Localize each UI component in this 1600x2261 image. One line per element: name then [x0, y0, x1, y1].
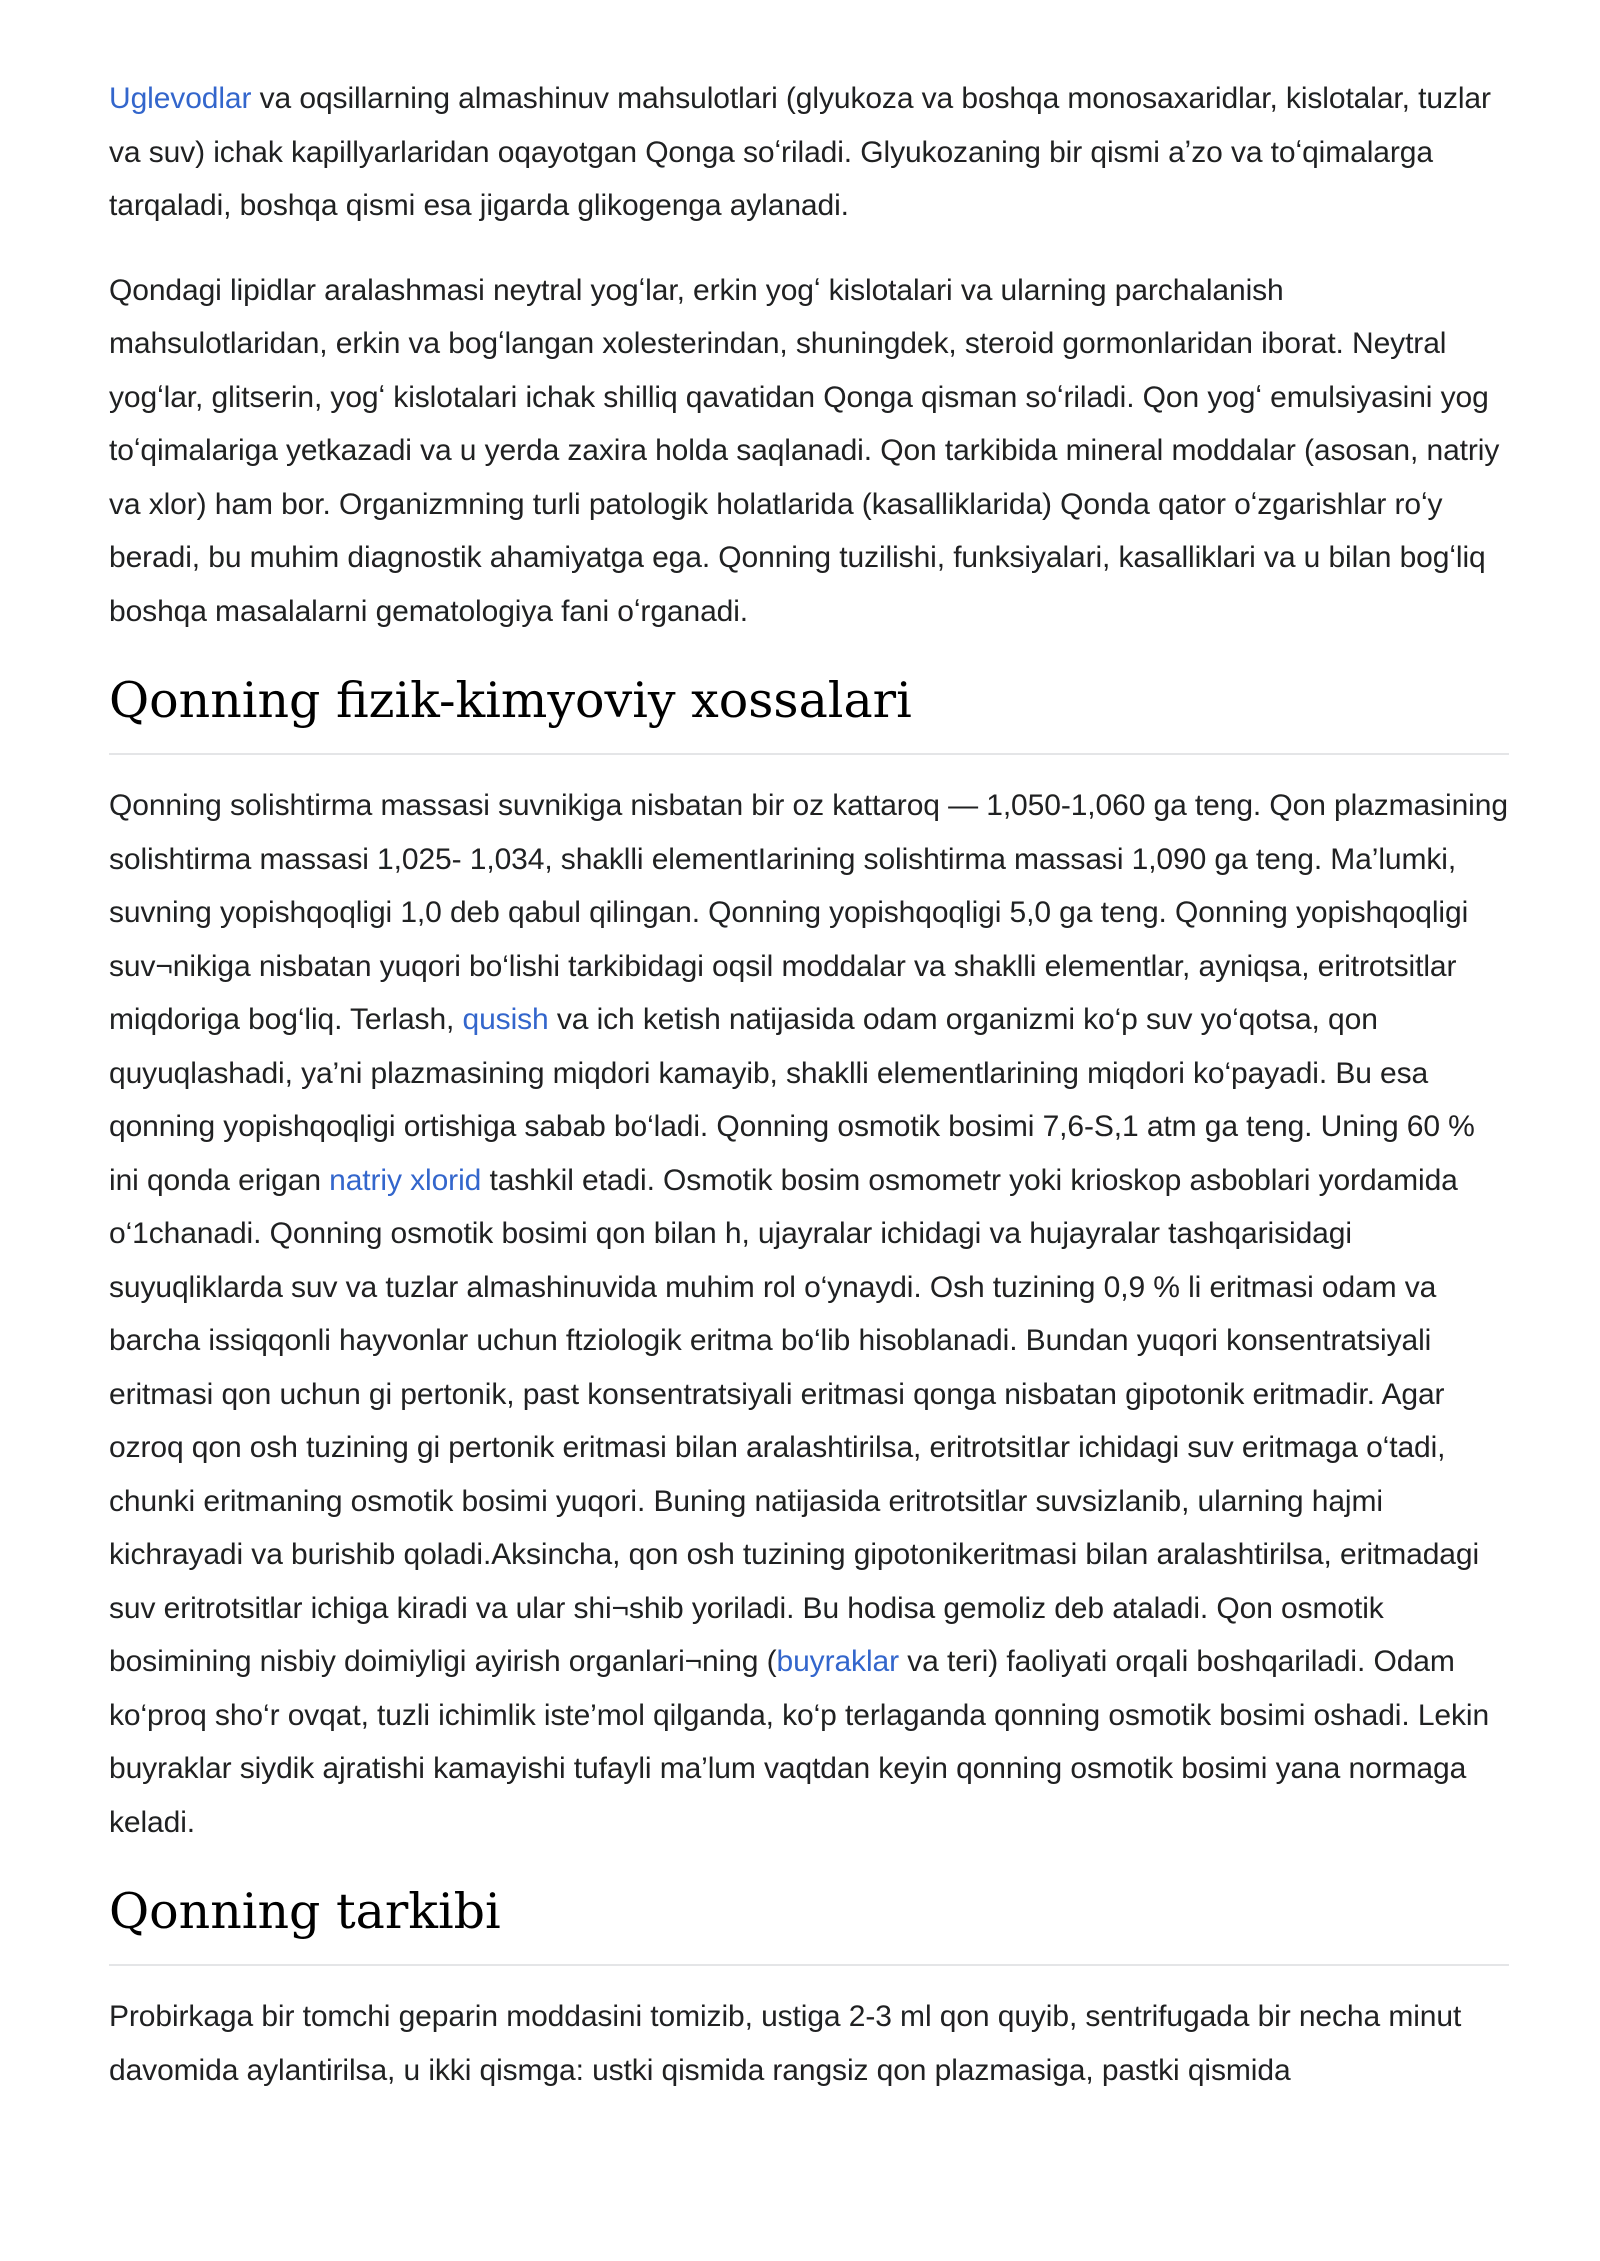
link-uglevodlar[interactable]: Uglevodlar: [109, 82, 252, 115]
article-content: [109, 72, 1509, 2128]
intro-paragraph-1: [109, 72, 1509, 233]
section-heading-physchem: Qonning fizik-kimyoviy xossalari: [109, 669, 1509, 755]
physchem-text-4: va teri) faoliyati orqali boshqariladi. Odam ko‘proq sho‘r ovqat, tuzli ichimlik iste’mol qilganda, ko‘p terlaganda qonning osmotik bosimi oshadi. Lekin buyraklar siydik ajratishi kamayishi tufayli ma’lum vaqtdan keyin qonning osmotik bosimi yana normaga keladi.: [109, 1645, 1490, 1839]
physchem-text-2: va ich ketish natijasida odam organizmi ko‘p suv yo‘qotsa, qon quyuqlashadi, ya’ni plazmasining miqdori kamayib, shaklli elementlarining miqdori ko‘payadi. Bu esa qonning yopishqoqligi ortishiga sabab bo‘ladi. Qonning osmotik bosimi 7,6-S,1 atm ga teng. Uning 60 % ini qonda erigan: [109, 1003, 1475, 1197]
physchem-text-1: Qonning solishtirma massasi suvnikiga nisbatan bir oz kattaroq — 1,050-1,060 ga teng. Qon plazmasining solishtirma massasi 1,025- 1,034, shaklli elementIarining solishtirma massasi 1,090 ga teng. Ma’lumki, suvning yopishqoqligi 1,0 deb qabul qilingan. Qonning yopishqoqligi 5,0 ga teng. Qonning yopishqoqligi suv¬nikiga nisbatan yuqori bo‘lishi tarkibidagi oqsil moddalar va shaklli elementlar, ayniqsa, eritrotsitlar miqdoriga bog‘liq. Terlash,: [109, 789, 1508, 1036]
link-natriy-xlorid[interactable]: natriy xlorid: [329, 1163, 482, 1197]
link-buyraklar[interactable]: buyraklar: [776, 1645, 899, 1678]
physchem-paragraph: [109, 779, 1509, 1849]
section-heading-tarkibi: Qonning tarkibi: [109, 1880, 1509, 1966]
intro-paragraph-2: Qondagi lipidlar aralashmasi neytral yogʻlar, erkin yogʻ kislotalari va ularning parchalanish mahsulotlaridan, erkin va bogʻlangan xolesterindan, shuningdek, steroid gormonlaridan iborat. Neytral yogʻlar, glitserin, yogʻ kislotalari ichak shilliq qavatidan Qonga qisman soʻriladi. Qon yogʻ emulsiyasini yog toʻqimalariga yetkazadi va u yerda zaxira holda saqlanadi. Qon tarkibida mineral moddalar (asosan, natriy va xlor) ham bor. Organizmning turli patologik holatlarida (kasalliklarida) Qonda qator oʻzgarishlar roʻy beradi, bu muhim diagnostik ahamiyatga ega. Qonning tuzilishi, funksiyalari, kasalliklari va u bilan bogʻliq boshqa masalalarni gematologiya fani oʻrganadi.: [109, 273, 1500, 628]
section-body-physchem: [109, 779, 1509, 1849]
intro-paragraph-1-text: va oqsillarning almashinuv mahsulotlari (glyukoza va boshqa monosaxaridlar, kislotalar, tuzlar va suv) ichak kapillyarlaridan oqayotgan Qonga soʻriladi. Glyukozaning bir qismi aʼzo va toʻqimalarga tarqaladi, boshqa qismi esa jigarda glikogenga aylanadi.: [109, 82, 1491, 222]
section-body-tarkibi: [109, 1990, 1509, 2097]
tarkibi-paragraph-1: Probirkaga bir tomchi geparin moddasini tomizib, ustiga 2-3 ml qon quyib, sentrifugada bir necha minut davomida aylantirilsa, u ikki qismga: ustki qismida rangsiz qon plazmasiga, pastki qismida: [109, 2000, 1462, 2087]
link-qusish[interactable]: qusish: [462, 1003, 549, 1036]
physchem-text-3: tashkil etadi. Osmotik bosim osmometr yoki krioskop asboblari yordamida o‘1chanadi. Qonning osmotik bosimi qon bilan h, ujayralar ichidagi va hujayralar tashqarisidagi suyuqliklarda suv va tuzlar almashinuvida muhim rol o‘ynaydi. Osh tuzining 0,9 % li eritmasi odam va barcha issiqqonli hayvonlar uchun ftziologik eritma bo‘lib hisoblanadi. Bundan yuqori konsentratsiyali eritmasi qon uchun gi pertonik, past konsentratsiyali eritmasi qonga nisbatan gipotonik eritmadir. Agar ozroq qon osh tuzining gi pertonik eritmasi bilan aralashtirilsa, eritrotsitIar ichidagi suv eritmaga o‘tadi, chunki eritmaning osmotik bosimi yuqori. Buning natijasida eritrotsitlar suvsizlanib, ularning hajmi kichrayadi va burishib qoladi.Aksincha, qon osh tuzining gipotonikeritmasi bilan aralashtirilsa, eritmadagi suv eritrotsitlar ichiga kiradi va ular shi¬shib yoriladi. Bu hodisa gemoliz deb ataladi. Qon osmotik bosimining nisbiy doimiyligi ayirish organlari¬ning (: [109, 1163, 1480, 1678]
